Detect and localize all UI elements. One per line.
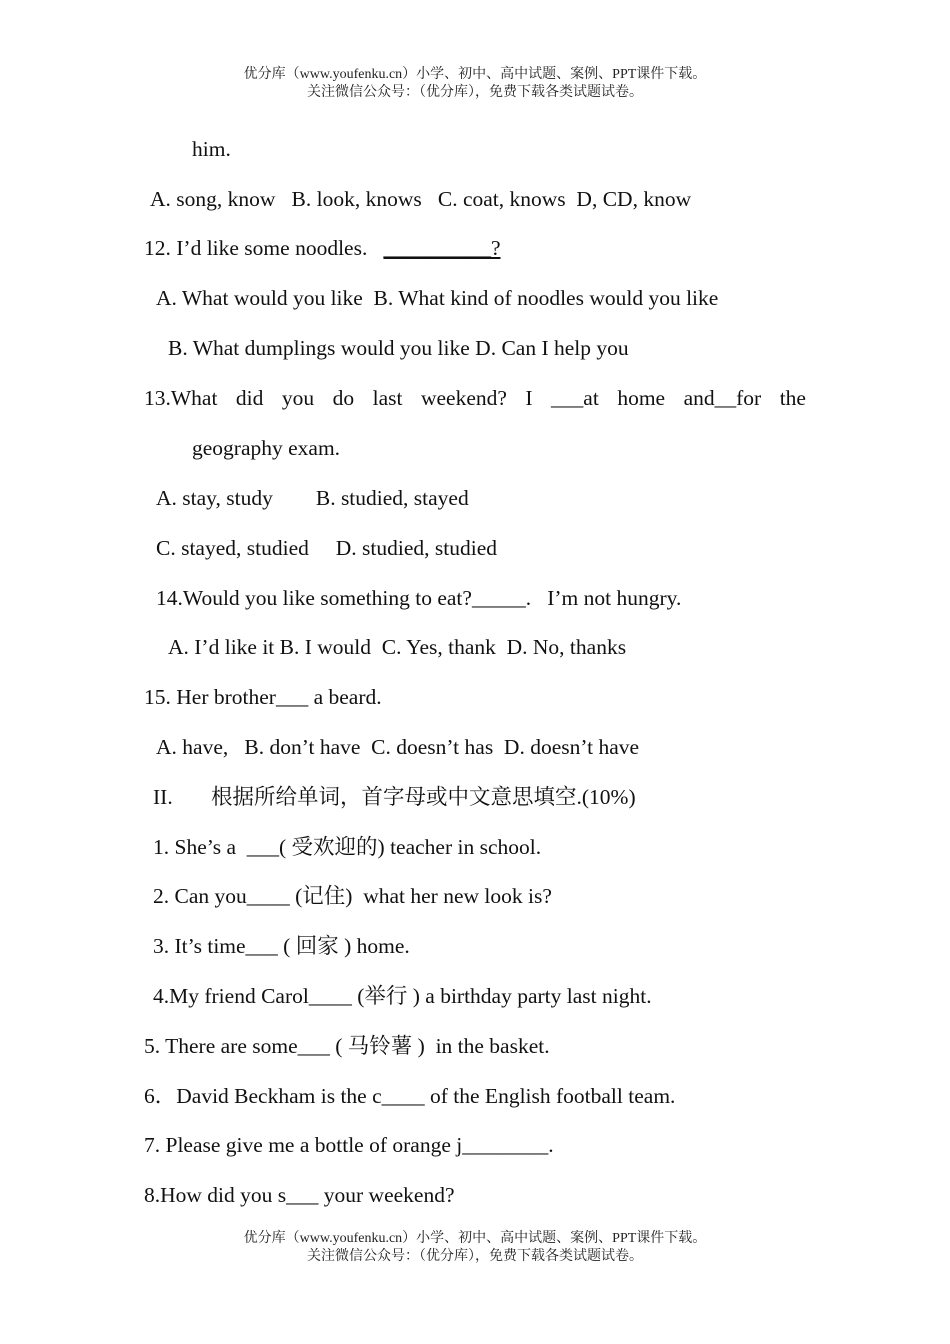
q14-options: A. I’d like it B. I would C. Yes, thank D. No, thanks <box>168 635 627 659</box>
fill-item-3: 3. It’s time___ ( 回家 ) home. <box>153 934 410 958</box>
q14-stem: 14.Would you like something to eat?_____. I’m not hungry. <box>156 586 682 610</box>
q13-continuation: geography exam. <box>192 436 341 460</box>
q13-word: 13.What <box>144 386 218 410</box>
section-2-title: 根据所给单词，首字母或中文意思填空.(10%) <box>211 785 636 809</box>
q13-stem <box>144 384 806 412</box>
q13-word: home <box>617 386 666 410</box>
footer-line-1: 优分库（www.youfenku.cn）小学、初中、高中试题、案例、PPT课件下载。 <box>243 1231 707 1246</box>
fill-item-6: 6．David Beckham is the c____ of the English football team. <box>144 1084 676 1108</box>
q13-word: and__for <box>683 386 762 410</box>
q11-options: A. song, know B. look, knows C. coat, knows D, CD, know <box>150 187 692 211</box>
header-line-1: 优分库（www.youfenku.cn）小学、初中、高中试题、案例、PPT课件下载。 <box>243 67 707 82</box>
q13-word: ___at <box>551 386 599 410</box>
page-footer <box>0 1230 950 1266</box>
fill-item-1: 1. She’s a ___( 受欢迎的) teacher in school. <box>153 835 542 859</box>
fill-item-7: 7. Please give me a bottle of orange j________. <box>144 1133 554 1157</box>
section-2-number: II. <box>153 785 173 809</box>
fill-item-2: 2. Can you____ (记住) what her new look is? <box>153 884 552 908</box>
fill-item-4: 4.My friend Carol____ (举行 ) a birthday party last night. <box>153 984 652 1008</box>
q13-word: did <box>235 386 264 410</box>
q12-blank: __________? <box>383 236 501 260</box>
q13-options-line-2: C. stayed, studied D. studied, studied <box>156 536 497 560</box>
q13-word: the <box>779 386 806 410</box>
q13-word: you <box>281 386 315 410</box>
q12-options-line-1: A. What would you like B. What kind of noodles would you like <box>156 286 719 310</box>
fill-item-5: 5. There are some___ ( 马铃薯 ) in the basket. <box>144 1034 550 1058</box>
q15-options: A. have, B. don’t have C. doesn’t has D. doesn’t have <box>156 735 640 759</box>
q13-options-line-1: A. stay, study B. studied, stayed <box>156 486 469 510</box>
q13-word: I <box>525 386 533 410</box>
q11-continuation: him. <box>192 137 231 161</box>
q13-word: last <box>372 386 403 410</box>
fill-item-8: 8.How did you s___ your weekend? <box>144 1183 455 1207</box>
q15-stem: 15. Her brother___ a beard. <box>144 685 382 709</box>
footer-line-2: 关注微信公众号：（优分库），免费下载各类试题试卷。 <box>307 1249 643 1264</box>
q13-word: do <box>332 386 355 410</box>
q13-word: weekend? <box>420 386 507 410</box>
q12-options-line-2: B. What dumplings would you like D. Can I help you <box>168 336 629 360</box>
q12-stem <box>144 234 501 262</box>
header-line-2: 关注微信公众号：（优分库），免费下载各类试题试卷。 <box>307 85 643 100</box>
page-header <box>0 66 950 102</box>
q12-stem-text: 12. I’d like some noodles. <box>144 236 384 260</box>
